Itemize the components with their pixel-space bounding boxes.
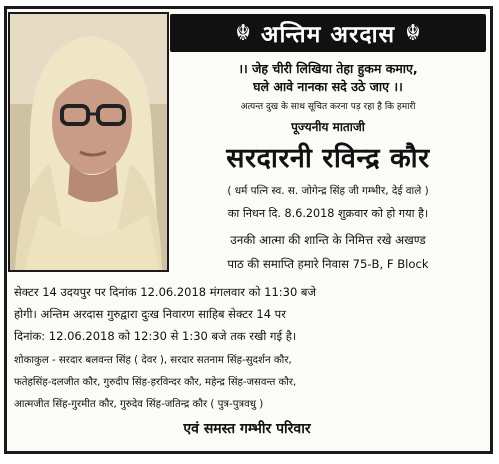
demise-text: का निधन दि. 8.6.2018 शुक्रवार को हो गया है।	[227, 207, 429, 220]
ceremony-line-2: पाठ की समाप्ति हमारे निवास 75-B, F Block	[227, 257, 429, 271]
ceremony-line-5: दिनांक: 12.06.2018 को 12:30 से 1:30 बजे तक रखी गई है।	[14, 329, 297, 343]
gurbani-line-1: ।। जेह चीरी लिखिया तेहा हुकम कमाए,	[238, 61, 418, 76]
intro-text: अत्यन्त दुख के साथ सूचित करना पड़ रहा है कि हमारी	[240, 102, 416, 112]
ceremony-line-4: होगी। अन्तिम अरदास गुरुद्वारा दुःख निवारण साहिब सेक्टर 14 पर	[14, 307, 286, 321]
ceremony-line-3: सेक्टर 14 उदयपुर पर दिनांक 12.06.2018 मंगलवार को 11:30 बजे	[14, 285, 317, 299]
mourners-line-3: आत्मजीत सिंह-गुरमीत कौर, गुरुदेव सिंह-जतिन्द्र कौर ( पुत्र-पुत्रवधु )	[14, 399, 264, 410]
khanda-left-icon: ☬	[235, 20, 251, 46]
title-banner	[170, 14, 486, 52]
family-signoff: एवं समस्त गम्भीर परिवार	[183, 421, 311, 437]
honorific-text: पूज्यनीय माताजी	[291, 120, 365, 134]
portrait-illustration	[10, 14, 167, 270]
ceremony-line-1: उनकी आत्मा की शान्ति के निमित्त रखे अखण्ड	[230, 233, 426, 247]
mourners-line-1: शोकाकुल - सरदार बलवन्त सिंह ( देवर ), सरदार सतनाम सिंह-सुदर्शन कौर,	[14, 355, 292, 366]
portrait-photo	[8, 12, 169, 272]
relation-text: ( धर्म पत्नि स्व. स. जोगेन्द्र सिंह जी गम्भीर, देई वाले )	[227, 185, 429, 197]
banner-title: अन्तिम अरदास	[260, 22, 396, 48]
gurbani-line-2: घले आवे नानका सदे उठे जाए ।।	[253, 79, 403, 94]
deceased-name: सरदारनी रविन्द्र कौर	[226, 143, 430, 174]
khanda-right-icon: ☬	[405, 20, 421, 46]
mourners-line-2: फतेहसिंह-दलजीत कौर, गुरुदीप सिंह-हरविन्दर कौर, महेन्द्र सिंह-जसवन्त कौर,	[14, 377, 297, 388]
